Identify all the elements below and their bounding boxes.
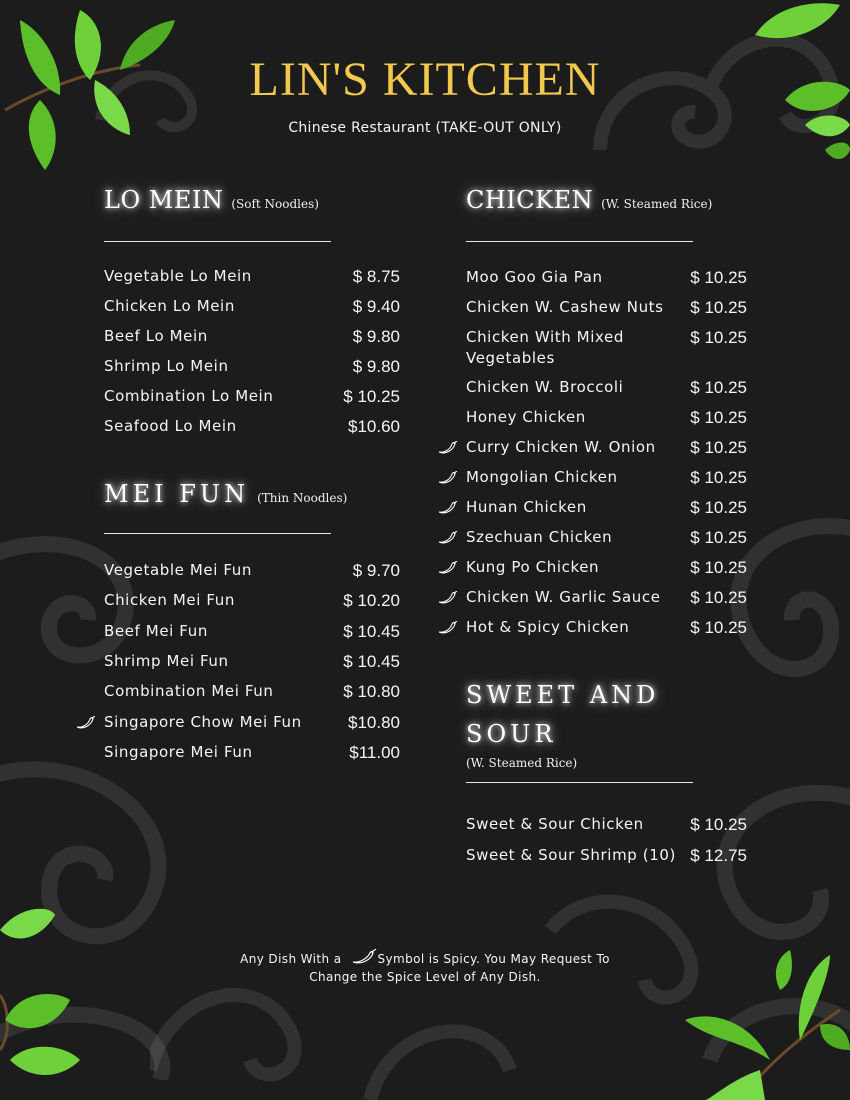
section-note: (W. Steamed Rice): [466, 756, 578, 770]
menu-item-price: $ 10.25: [690, 407, 747, 427]
menu-item-price: $ 10.25: [690, 527, 747, 547]
menu-item-price: $ 10.25: [690, 377, 747, 397]
menu-item-price: $11.00: [349, 742, 400, 762]
section-chicken: [466, 186, 747, 646]
menu-item-price: $10.60: [348, 417, 400, 436]
menu-item-price: $ 10.25: [343, 387, 400, 406]
section-divider: [466, 782, 693, 783]
menu-item-price: $ 9.80: [352, 327, 400, 346]
menu-item-price: $ 10.25: [690, 617, 747, 637]
menu-item-name: Hunan Chicken: [466, 497, 587, 516]
section-note: (W. Steamed Rice): [601, 197, 713, 211]
chili-pepper-icon: [76, 716, 96, 730]
menu-item-price: $10.80: [348, 712, 400, 732]
menu-item-name: Szechuan Chicken: [466, 527, 613, 546]
menu-item-price: $ 10.45: [343, 651, 400, 671]
menu-item-price: $ 10.25: [690, 557, 747, 577]
section-title-line2: SOUR: [466, 720, 557, 748]
section-title: MEI FUN: [104, 480, 250, 508]
menu-item-price: $ 10.80: [343, 682, 400, 702]
menu-item-price: $ 9.40: [352, 297, 400, 316]
menu-item-name: Mongolian Chicken: [466, 467, 618, 486]
menu-item-name: Hot & Spicy Chicken: [466, 617, 630, 636]
section-title: CHICKEN: [466, 186, 594, 214]
section-title-line1: SWEET AND: [466, 681, 660, 709]
chili-pepper-icon: [438, 501, 458, 515]
section-header: [466, 676, 747, 754]
menu-item-name: Shrimp Lo Mein: [104, 357, 229, 375]
section-divider: [104, 533, 331, 534]
section-sweet-and-sour: [466, 676, 747, 876]
menu-item-name: Chicken Lo Mein: [104, 297, 235, 315]
menu-item-name: Beef Mei Fun: [104, 621, 208, 640]
section-divider: [104, 241, 331, 242]
restaurant-title: LIN'S KITCHEN: [249, 53, 601, 106]
menu-item-name: Singapore Chow Mei Fun: [104, 712, 302, 731]
menu-item-price: $ 10.25: [690, 467, 747, 487]
chili-pepper-icon: [438, 471, 458, 485]
menu-item-name: Combination Lo Mein: [104, 387, 274, 405]
menu-item-price: $ 10.25: [690, 268, 747, 287]
menu-item-price: $ 10.25: [690, 815, 747, 834]
section-header: [466, 186, 747, 214]
menu-item-price: $ 9.70: [352, 561, 400, 580]
menu-item-name: Honey Chicken: [466, 407, 586, 426]
menu-item-name: Vegetable Mei Fun: [104, 561, 252, 579]
menu-item-name: Moo Goo Gia Pan: [466, 268, 603, 286]
menu-item-name: Vegetable Lo Mein: [104, 267, 252, 285]
section-mei-fun: [104, 480, 400, 780]
menu-item-name: Chicken W. Broccoli: [466, 377, 624, 396]
chili-pepper-icon: [438, 441, 458, 455]
menu-item-price: $ 10.45: [343, 621, 400, 641]
menu-item-price: $ 10.20: [343, 591, 400, 611]
section-header: [104, 186, 400, 214]
menu-item-name: Chicken With Mixed: [466, 328, 624, 346]
leaf-icon: [0, 900, 90, 1100]
menu-item-name: Shrimp Mei Fun: [104, 651, 229, 670]
chili-pepper-icon: [438, 531, 458, 545]
menu-item-price: $ 10.25: [690, 437, 747, 457]
menu-item-name: Combination Mei Fun: [104, 682, 274, 701]
menu-item-name: Chicken W. Garlic Sauce: [466, 587, 661, 606]
section-header: [104, 480, 400, 508]
spicy-note: [0, 949, 850, 986]
menu-item-name: Chicken Mei Fun: [104, 591, 235, 610]
chili-pepper-icon: [438, 621, 458, 635]
restaurant-subtitle: Chinese Restaurant (TAKE-OUT ONLY): [288, 120, 562, 136]
chili-pepper-icon: [351, 949, 377, 965]
spicy-note-line1: Any Dish With a Symbol is Spicy. You May Request To: [0, 949, 850, 968]
spicy-note-line2: Change the Spice Level of Any Dish.: [309, 970, 541, 984]
menu-item-price: $ 10.25: [690, 497, 747, 517]
section-title: LO MEIN: [104, 186, 224, 214]
menu-item-price: $ 10.25: [690, 587, 747, 607]
menu-item-price: $ 8.75: [352, 267, 400, 286]
menu-item-name: Sweet & Sour Chicken: [466, 815, 644, 833]
chili-pepper-icon: [438, 591, 458, 605]
section-note: (Soft Noodles): [231, 197, 319, 211]
menu-item-name: Singapore Mei Fun: [104, 742, 253, 761]
menu-item-name: Chicken W. Cashew Nuts: [466, 298, 664, 316]
section-divider: [466, 241, 693, 242]
menu-item-price: $ 10.25: [690, 298, 747, 317]
section-lo-mein: [104, 186, 400, 446]
menu-item-name: Kung Po Chicken: [466, 557, 600, 576]
menu-item-name: Sweet & Sour Shrimp (10): [466, 845, 676, 864]
menu-item-price: $ 10.25: [690, 328, 747, 347]
chili-pepper-icon: [438, 561, 458, 575]
menu-item-name: Seafood Lo Mein: [104, 417, 237, 435]
menu-item-name: Beef Lo Mein: [104, 327, 208, 345]
menu-item-price: $ 9.80: [352, 357, 400, 376]
section-note: (Thin Noodles): [257, 491, 348, 505]
menu-item-name: Curry Chicken W. Onion: [466, 437, 656, 456]
menu-item-name-cont: Vegetables: [466, 349, 555, 367]
menu-item-price: $ 12.75: [690, 845, 747, 865]
